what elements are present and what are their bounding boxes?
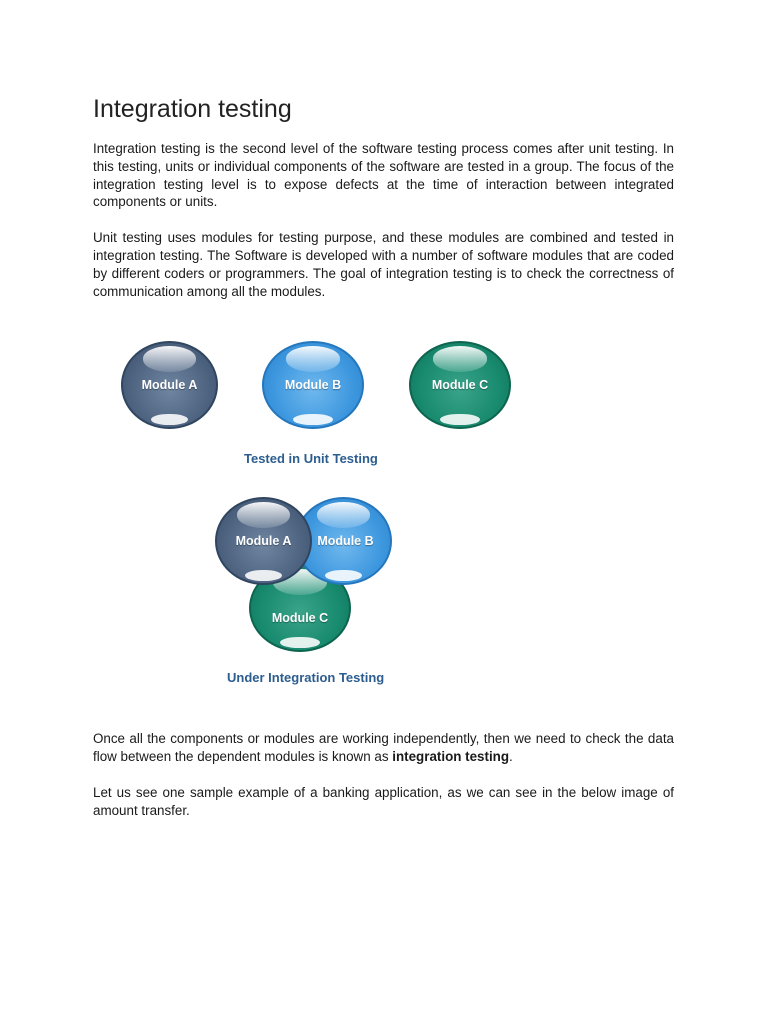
intro-paragraph: Integration testing is the second level of the software testing process comes after unit testing. In this testing, units or individual components of the software are tested in a group. The focus of the integration testing level is to expose defects at the time of interaction between integrated components or units. bbox=[93, 141, 674, 210]
integration-module-b-label: Module B bbox=[317, 534, 374, 549]
unit-testing-paragraph: Unit testing uses modules for testing purpose, and these modules are combined and tested in integration testing. The Software is developed with a number of software modules that are coded by different coders or programmers. The goal of integration testing is to check the correctness of communication among all the modules. bbox=[93, 230, 674, 299]
unit-testing-caption: Tested in Unit Testing bbox=[244, 451, 378, 467]
page-title: Integration testing bbox=[93, 95, 292, 123]
unit-module-b-label: Module B bbox=[284, 378, 342, 393]
integration-testing-diagram bbox=[93, 321, 674, 721]
data-flow-text: Once all the components or modules are working independently, then we need to check the data flow between the dependent modules is known as bbox=[93, 731, 674, 765]
data-flow-paragraph bbox=[93, 730, 674, 766]
integration-module-a-label: Module A bbox=[235, 534, 292, 549]
unit-module-a-label: Module A bbox=[141, 378, 198, 393]
unit-module-c-label: Module C bbox=[431, 378, 489, 393]
integration-module-a-sphere bbox=[215, 497, 312, 585]
integration-module-c-label: Module C bbox=[271, 611, 329, 626]
banking-example-paragraph: Let us see one sample example of a banking application, as we can see in the below image of amount transfer. bbox=[93, 784, 674, 818]
document-page bbox=[93, 92, 674, 820]
integration-testing-caption: Under Integration Testing bbox=[227, 670, 385, 686]
unit-module-b-sphere bbox=[262, 341, 364, 429]
unit-module-a-sphere bbox=[121, 341, 218, 429]
data-flow-end: . bbox=[509, 749, 513, 765]
unit-module-c-sphere bbox=[409, 341, 511, 429]
integration-testing-term: integration testing bbox=[392, 749, 510, 765]
